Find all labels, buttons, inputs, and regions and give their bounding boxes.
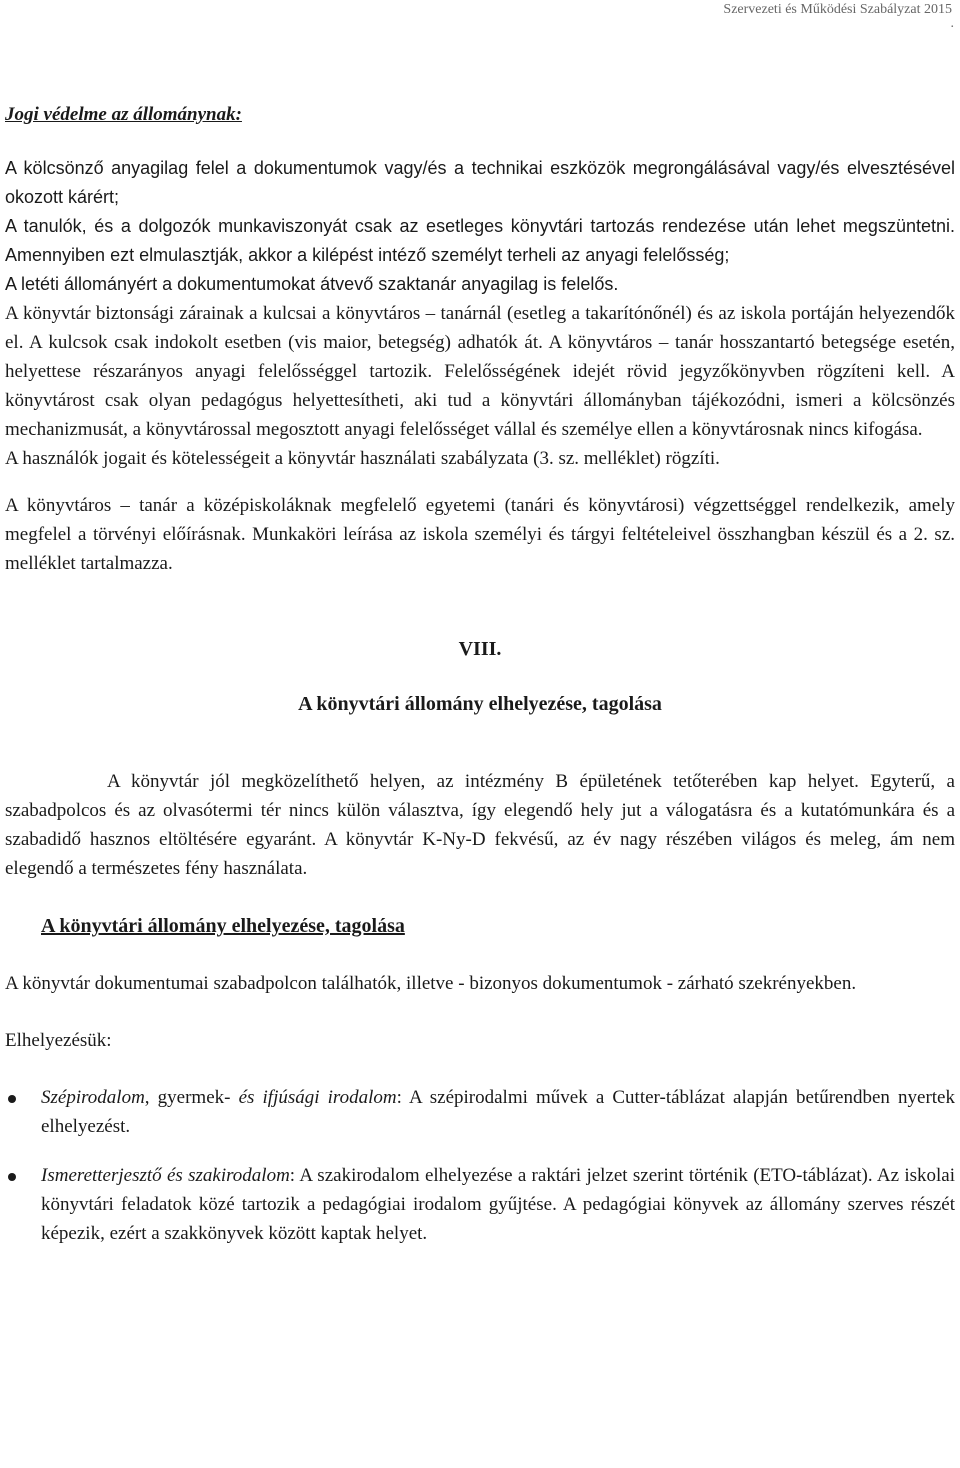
term-fiction: Szépirodalom	[41, 1087, 145, 1108]
term-separator: , gyermek-	[144, 1087, 239, 1108]
paragraph-documents-location: A könyvtár dokumentumai szabadpolcon találhatók, illetve - bizonyos dokumentumok - zárható szekrényekben.	[5, 973, 857, 994]
term-nonfiction: Ismeretterjesztő és szakirodalom	[41, 1165, 290, 1186]
placement-list	[5, 1083, 955, 1248]
line-exit-liability: Amennyiben ezt elmulasztják, akkor a kilépést intéző személyt terheli az anyagi felelősség;	[5, 245, 730, 265]
page-content	[5, 100, 955, 1268]
bullet-icon	[8, 1173, 16, 1181]
chapter-title: A könyvtári állomány elhelyezése, tagolása	[298, 693, 662, 715]
item-description: : A szépirodalmi művek a Cutter-táblázat alapján betűrendben nyertek elhelyezést.	[41, 1087, 955, 1137]
line-employment-termination: A tanulók, és a dolgozók munkaviszonyát csak az esetleges könyvtári tartozás rendezése után lehet megszüntetni.	[5, 216, 955, 236]
paragraph-location: A könyvtár jól megközelíthető helyen, az intézmény B épületének tetőterében kap helyet. Egyterű, a szabadpolcos és az olvasótermi tér nincs külön választva, így elegendő hely jut a válogatásra és a kutatómunkára és a szabadidő hasznos eltöltésére egyaránt. A könyvtár K-Ny-D fekvésű, az év nagy részében világos és meleg, ám nem elegendő a természetes fény használata.	[5, 771, 955, 879]
chapter-number: VIII.	[458, 638, 502, 660]
bullet-icon	[8, 1095, 16, 1103]
running-header: Szervezeti és Működési Szabályzat 2015	[723, 2, 952, 17]
paragraph-liability	[5, 154, 955, 299]
list-item	[5, 1083, 955, 1141]
subheading-collection-placement: A könyvtári állomány elhelyezése, tagolása	[41, 915, 405, 937]
paragraph-keys: A könyvtár biztonsági zárainak a kulcsai a könyvtáros – tanárnál (esetleg a takarítónőnél) és az iskola portáján helyezendők el. A kulcsok csak indokolt esetben (vis maior, betegség) adhatók át. A könyvtáros – tanár hosszantartó betegsége esetén, helyettese részarányos anyagi felelősséggel tartozik. Felelősségének idejét rövid jegyzőkönyvben rögzíteni kell. A könyvtárost csak olyan pedagógus helyettesítheti, aki tud a könyvtári állományban tájékozódni, ismeri a kölcsönzés mechanizmusát, a könyvtárossal megosztott anyagi felelősséget vállal és személye ellen a könyvtárosnak nincs kifogása.	[5, 303, 955, 440]
list-item	[5, 1161, 955, 1248]
section-heading-legal-protection: Jogi védelme az állománynak:	[5, 104, 242, 125]
item-description: : A szakirodalom elhelyezése a raktári jelzet szerint történik (ETO-táblázat). Az iskolai könyvtári feladatok közé tartozik a pedagógiai irodalom gyűjtése. A pedagógiai könyvek az állomány szerves részét képezik, ezért a szakkönyvek között kaptak helyet.	[41, 1165, 956, 1244]
term-youth-literature: és ifjúsági irodalom	[238, 1087, 397, 1108]
paragraph-librarian-qualification: A könyvtáros – tanár a középiskoláknak megfelelő egyetemi (tanári és könyvtárosi) végzettséggel rendelkezik, amely megfelel a törvényi előírásnak. Munkaköri leírása az iskola személyi és tárgyi feltételeivel összhangban készül és a 2. sz. melléklet tartalmazza.	[5, 495, 955, 574]
header-dot: .	[950, 16, 954, 31]
line-borrower-liability: A kölcsönző anyagilag felel a dokumentumok vagy/és a technikai eszközök megrongálásával vagy/és elvesztésével okozott kárért;	[5, 158, 955, 207]
placement-label: Elhelyezésük:	[5, 1030, 112, 1051]
paragraph-user-rights: A használók jogait és kötelességeit a könyvtár használati szabályzata (3. sz. melléklet) rögzíti.	[5, 448, 720, 469]
line-deposit-collection: A letéti állományért a dokumentumokat átvevő szaktanár anyagilag is felelős.	[5, 274, 619, 294]
